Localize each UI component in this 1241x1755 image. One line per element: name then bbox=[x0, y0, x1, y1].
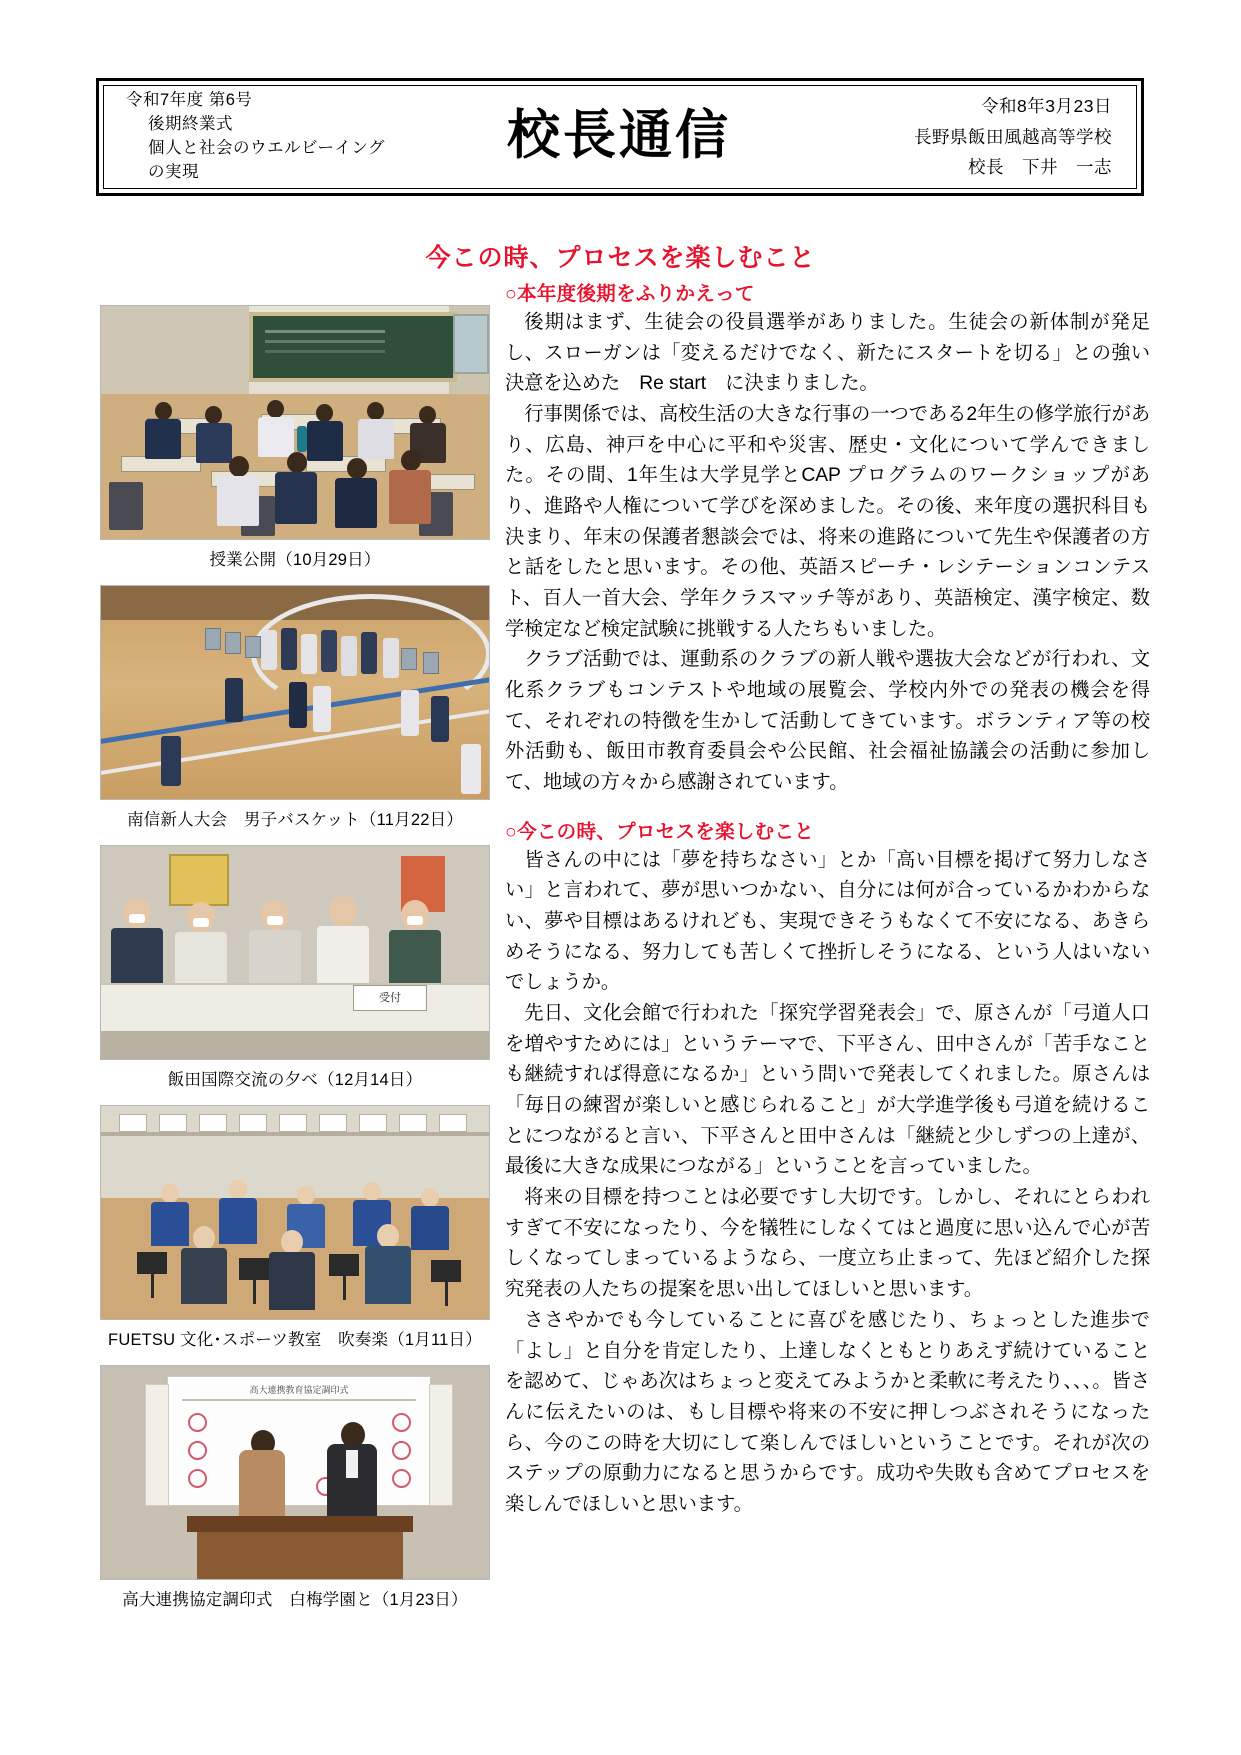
photo-block-3 bbox=[100, 845, 490, 1100]
section-spacer bbox=[505, 799, 1150, 816]
principal-name: 校長 下井 一志 bbox=[968, 157, 1112, 178]
masthead bbox=[96, 78, 1144, 196]
section-heading-2: ○今この時、プロセスを楽しむこと bbox=[505, 820, 815, 843]
photo-caption-1: 授業公開（10月29日） bbox=[209, 551, 381, 569]
photo-block-1 bbox=[100, 305, 490, 580]
photo-basketball-tournament bbox=[100, 585, 490, 800]
photo5-backdrop-title: 高大連携教育協定調印式 bbox=[249, 1385, 349, 1395]
photo-caption-4: FUETSU 文化･スポーツ教室 吹奏楽（1月11日） bbox=[108, 1331, 482, 1349]
issue-number: 令和7年度 第6号 bbox=[126, 91, 253, 110]
issue-subtitle-3: の実現 bbox=[148, 162, 199, 181]
section-1-paragraph-3: クラブ活動では、運動系のクラブの新人戦や選抜大会などが行われ、文化系クラブもコンテストや地域の展覧会、学校内外での発表の機会を得て、それぞれの特徴を生かして活動してきています。ボランティア等の校外活動も、飯田市教育委員会や公民館、社会福祉協議会の活動に参加して、地域の方々から感謝されています。 bbox=[505, 649, 1150, 794]
masthead-publisher-info bbox=[812, 91, 1136, 183]
section-2-paragraph-4: ささやかでも今していることに喜びを感じたり、ちょっとした進歩で「よし」と自分を肯定したり、上達しなくともとりあえず続けていることを認めて、じゃあ次はちょっと変えてみようかと柔軟に考えたり、、、。皆さんに伝えたいのは、もし目標や将来の不安に押しつぶされそうになったら、今のこの時を大切にして楽しんでほしいということです。それが次のステップの原動力になると思うからです。成功や失敗も含めてプロセスを楽しんでほしいと思います。 bbox=[505, 1309, 1150, 1515]
masthead-issue-info bbox=[104, 89, 426, 185]
photo-classroom-open-lesson bbox=[100, 305, 490, 540]
section-heading-1: ○本年度後期をふりかえって bbox=[505, 283, 755, 305]
photo-caption-3: 飯田国際交流の夕べ（12月14日） bbox=[167, 1071, 423, 1089]
school-name: 長野県飯田風越高等学校 bbox=[914, 126, 1112, 147]
photo-block-4 bbox=[100, 1105, 490, 1360]
issue-subtitle-1: 後期終業式 bbox=[148, 115, 233, 134]
publication-date: 令和8年3月23日 bbox=[981, 96, 1112, 117]
photo3-reception-sign: 受付 bbox=[353, 985, 427, 1011]
masthead-inner-border bbox=[103, 85, 1137, 189]
issue-subtitle-2: 個人と社会のウエルビーイング bbox=[148, 139, 386, 157]
section-2-paragraph-3: 将来の目標を持つことは必要ですし大切です。しかし、それにとらわれすぎて不安になったり、今を犠牲にしなくてはと過度に思い込んで心が苦しくなってしまっているようなら、一度立ち止まって、先ほど紹介した探究発表の人たちの提案を思い出してほしいと思います。 bbox=[505, 1187, 1150, 1301]
section-1-paragraph-2: 行事関係では、高校生活の大きな行事の一つである2年生の修学旅行があり、広島、神戸を中心に平和や災害、歴史・文化について学んできました。その間、1年生は大学見学とCAP プログラムのワークショップがあり、進路や人権について学びを深めました。その後、来年度の選択科目も決まり、年末の保護者懇談会では、将来の進路について先生や保護者の方と話をしたと思います。その他、英語スピーチ・レシテーションコンテスト、百人一首大会、学年クラスマッチ等があり、英語検定、漢字検定、数学検定など検定試験に挑戦する人たちもいました。 bbox=[505, 404, 1150, 640]
photo-block-2 bbox=[100, 585, 490, 840]
article-headline: 今この時、プロセスを楽しむこと bbox=[425, 244, 816, 272]
article-body-column bbox=[505, 278, 1150, 1521]
section-2-paragraph-1: 皆さんの中には「夢を持ちなさい」とか「高い目標を掲げて努力しなさい」と言われて、夢が思いつかない、自分には何が合っているかわからない、夢や目標はあるけれども、実現できそうもなくて不安になる、あきらめそうになる、努力しても苦しくて挫折しそうになる、という人はいないでしょうか。 bbox=[505, 849, 1150, 994]
section-1-paragraph-1: 後期はまず、生徒会の役員選挙がありました。生徒会の新体制が発足し、スローガンは「変えるだけでなく、新たにスタートを切る」との強い決意を込めた Re start に決まりました。 bbox=[505, 312, 1150, 395]
section-2-paragraph-2: 先日、文化会館で行われた「探究学習発表会」で、原さんが「弓道人口を増やすためには」というテーマで、下平さん、田中さんが「苦手なことも継続すれば得意になるか」という問いで発表してくれました。原さんは「毎日の練習が楽しいと感じられること」が大学進学後も弓道を続けることにつながると言い、下平さんと田中さんは「継続と少しずつの上達が、最後に大きな成果につながる」ということを言っていました。 bbox=[505, 1003, 1150, 1178]
photo-agreement-signing-ceremony bbox=[100, 1365, 490, 1580]
photo-block-5 bbox=[100, 1365, 490, 1620]
photo-international-exchange-evening bbox=[100, 845, 490, 1060]
photo-brass-band-class bbox=[100, 1105, 490, 1320]
photo-column bbox=[100, 305, 490, 1625]
publication-title: 校長通信 bbox=[507, 103, 731, 166]
photo-caption-5: 高大連携協定調印式 白梅学園と（1月23日） bbox=[122, 1591, 468, 1609]
photo-caption-2: 南信新人大会 男子バスケット（11月22日） bbox=[126, 811, 464, 829]
